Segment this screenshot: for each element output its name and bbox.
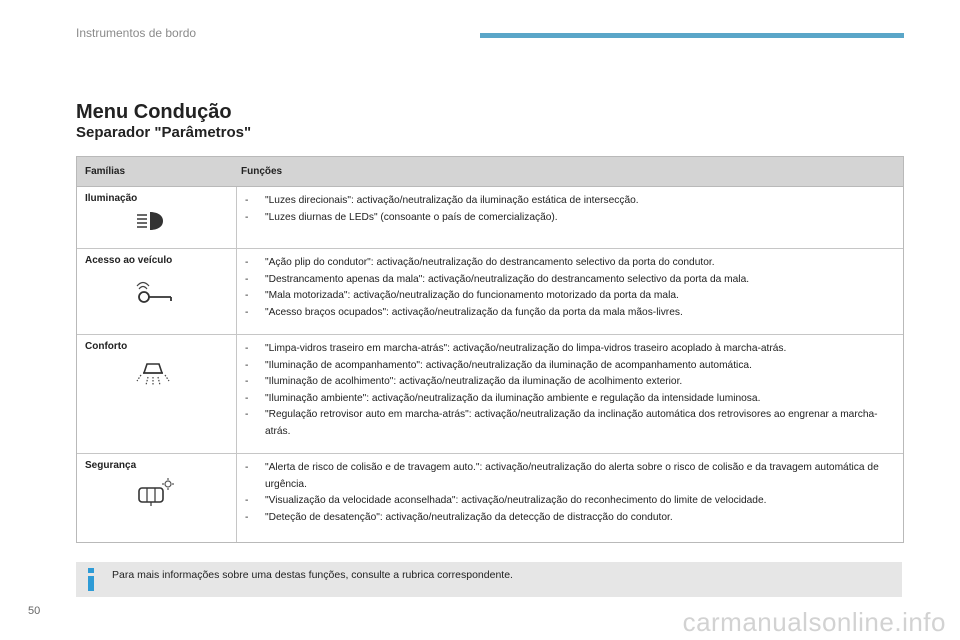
headlight-icon (135, 209, 169, 240)
watermark: carmanualsonline.info (682, 607, 946, 637)
table-row (77, 249, 903, 335)
info-text: Para mais informações sobre uma destas funções, consulte a rubrica correspondente. (112, 569, 513, 581)
table-row (77, 454, 903, 542)
family-label: Iluminação (85, 193, 138, 204)
family-label: Conforto (85, 341, 128, 352)
function-item: - "Regulação retrovisor auto em marcha-atrás": activação/neutralização da inclinação automática dos retrovisores ao engrenar a marcha-atrás. (245, 409, 878, 437)
page-subtitle: Separador "Parâmetros" (76, 124, 252, 141)
function-item: - "Destrancamento apenas da mala": activação/neutralização do destrancamento selectivo da porta da mala. (245, 273, 750, 285)
driver-assist-icon (135, 478, 175, 513)
key-icon (135, 281, 175, 312)
function-item: - "Iluminação de acolhimento": activação/neutralização da iluminação de acolhimento exterior. (245, 376, 683, 387)
function-item: - "Luzes diurnas de LEDs" (consoante o país de comercialização). (245, 211, 558, 223)
header-functions: Funções (241, 166, 283, 177)
function-item: - "Ação plip do condutor": activação/neutralização do destrancamento selectivo da porta do condutor. (245, 257, 715, 268)
function-item: - "Luzes direcionais": activação/neutralização da iluminação estática de intersecção. (245, 195, 639, 206)
table-row (77, 335, 903, 454)
function-item: - "Acesso braços ocupados": activação/neutralização da função da porta da mala mãos-livres. (245, 306, 683, 318)
function-item: - "Deteção de desatenção": activação/neutralização da detecção de distracção do condutor. (245, 511, 673, 523)
page-number: 50 (28, 605, 41, 617)
page-title: Menu Condução (76, 101, 232, 123)
ceiling-light-icon (135, 361, 171, 394)
function-item: - "Iluminação de acompanhamento": activação/neutralização da iluminação de acompanhamento automática. (245, 359, 752, 371)
function-item: - "Limpa-vidros traseiro em marcha-atrás": activação/neutralização do limpa-vidros traseiro acoplado à marcha-atrás. (245, 343, 787, 354)
section-header: Instrumentos de bordo (76, 26, 197, 40)
table-header (77, 157, 903, 187)
function-item: - "Visualização da velocidade aconselhada": activação/neutralização do reconhecimento do limite de velocidade. (245, 495, 767, 506)
header-families: Famílias (85, 166, 126, 177)
family-label: Segurança (85, 460, 137, 471)
function-item: - "Alerta de risco de colisão e de travagem auto.": activação/neutralização do alerta sobre o risco de colisão e da travagem automática de urgência. (245, 462, 879, 490)
header-accent-bar (480, 33, 904, 38)
table-row (77, 187, 903, 249)
functions-table (76, 156, 904, 543)
function-item: - "Mala motorizada": activação/neutralização do funcionamento motorizado da porta da mala. (245, 290, 679, 301)
info-icon (86, 565, 96, 593)
function-item: - "Iluminação ambiente": activação/neutralização da iluminação ambiente e regulação da intensidade luminosa. (245, 392, 761, 404)
family-label: Acesso ao veículo (85, 255, 173, 266)
info-note (76, 562, 902, 597)
